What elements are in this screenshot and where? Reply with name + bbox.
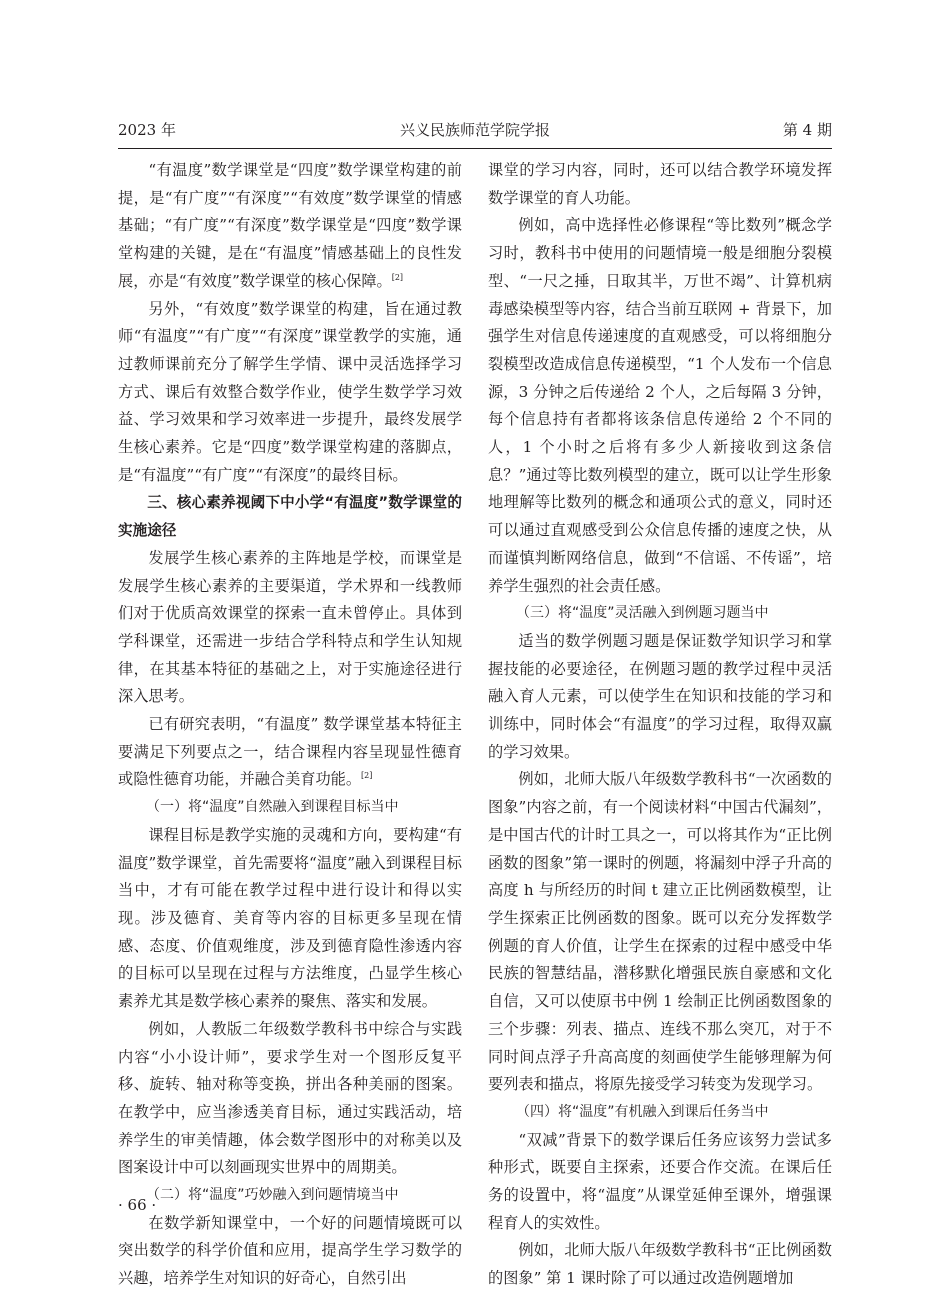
left-column bbox=[118, 157, 462, 1293]
paragraph-continued: 课堂的学习内容，同时，还可以结合教学环境发挥数学课堂的育人功能。 bbox=[488, 161, 832, 207]
subsection-heading: （三）将“温度”灵活融入到例题习题当中 bbox=[516, 605, 769, 622]
section-heading: 三、核心素养视阈下中小学“有温度”数学课堂的实施途径 bbox=[118, 494, 462, 540]
header-rule bbox=[118, 148, 832, 149]
paragraph-text: 已有研究表明，“有温度” 数学课堂基本特征主要满足下列要点之一，结合课程内容呈现显性德育或隐性德育功能，并融合美育功能。 bbox=[118, 715, 462, 789]
citation-ref: [2] bbox=[361, 771, 373, 781]
paragraph: “双减”背景下的数学课后任务应该努力尝试多种形式，既要自主探索，还要合作交流。在课后任务的设置中，将“温度”从课堂延伸至课外，增强课程育人的实效性。 bbox=[488, 1130, 832, 1232]
paragraph bbox=[118, 711, 462, 794]
paragraph: 例如，人教版二年级数学教科书中综合与实践内容“小小设计师”，要求学生对一个图形反复平移、旋转、轴对称等变换，拼出各种美丽的图案。在教学中，应当渗透美育目标，通过实践活动，培养学生的审美情趣，体会数学图形中的对称美以及图案设计中可以刻画现实世界中的周期美。 bbox=[118, 1019, 462, 1177]
paragraph: 例如，北师大版八年级数学教科书“一次函数的图象”内容之前，有一个阅读材料“中国古代漏刻”，是中国古代的计时工具之一，可以将其作为“正比例函数的图象”第一课时的例题，将漏刻中浮子升高的高度 h 与所经历的时间 t 建立正比例函数模型，让学生探索正比例函数的图象。既可以充分发挥数学例题的育人价值，让学生在探索的过程中感受中华民族的智慧结晶，潜移默化增强民族自豪感和文化自信，又可以使原书中例 1 绘制正比例函数图象的三个步骤：列表、描点、连线不那么突兀，对于不同时间点浮子升高高度的刻画使学生能够理解为何要列表和描点，将原先接受学习转变为发现学习。 bbox=[488, 770, 832, 1094]
paragraph: 例如，高中选择性必修课程“等比数列”概念学习时，教科书中使用的问题情境一般是细胞分裂模型、“一尺之捶，日取其半，万世不竭”、计算机病毒感染模型等内容，结合当前互联网 + 背景下，加强学生对信息传递速度的直观感受，可以将细胞分裂模型改造成信息传递模型，“1 个人发布一个信息源，3 分钟之后传递给 2 个人，之后每隔 3 分钟，每个信息持有者都将该条信息传递给 2 个不同的人，1 个小时之后将有多少人新接收到这条信息？”通过等比数列模型的建立，既可以让学生形象地理解等比数列的概念和通项公式的意义，同时还可以通过直观感受到公众信息传播的速度之快，从而谨慎判断网络信息，做到“不信谣、不传谣”，培养学生强烈的社会责任感。 bbox=[488, 216, 832, 595]
paragraph bbox=[118, 157, 462, 296]
right-column bbox=[488, 157, 832, 1293]
header-year: 2023 年 bbox=[118, 121, 176, 139]
header-issue: 第 4 期 bbox=[782, 121, 832, 139]
paragraph-text: “有温度”数学课堂是“四度”数学课堂构建的前提，是“有广度”“有深度”“有效度”数学课堂的情感基础；“有广度”“有深度”数学课堂是“四度”数学课堂构建的关键，是在“有温度”情感基础上的良性发展，亦是“有效度”数学课堂的核心保障。 bbox=[118, 161, 462, 290]
header-journal-title: 兴义民族师范学院学报 bbox=[399, 121, 550, 139]
page-number: · 66 · bbox=[118, 1196, 157, 1214]
paragraph: 在数学新知课堂中，一个好的问题情境既可以突出数学的科学价值和应用，提高学生学习数学的兴趣，培养学生对知识的好奇心，自然引出 bbox=[118, 1213, 462, 1288]
paragraph: 发展学生核心素养的主阵地是学校，而课堂是发展学生核心素养的主要渠道，学术界和一线教师们对于优质高效课堂的探索一直未曾停止。具体到学科课堂，还需进一步结合学科特点和学生认知规律，在其基本特征的基础之上，对于实施途径进行深入思考。 bbox=[118, 548, 462, 706]
subsection-heading: （二）将“温度”巧妙融入到问题情境当中 bbox=[146, 1187, 399, 1204]
paragraph: 课程目标是教学实施的灵魂和方向，要构建“有温度”数学课堂，首先需要将“温度”融入到课程目标当中，才有可能在教学过程中进行设计和得以实现。涉及德育、美育等内容的目标更多呈现在情感、态度、价值观维度，涉及到德育隐性渗透内容的目标可以呈现在过程与方法维度，凸显学生核心素养尤其是数学核心素养的聚焦、落实和发展。 bbox=[118, 825, 462, 1011]
citation-ref: [2] bbox=[391, 272, 404, 282]
paragraph: 例如，北师大版八年级数学教科书“正比例函数的图象” 第 1 课时除了可以通过改造例题增加 bbox=[488, 1241, 832, 1288]
running-header bbox=[118, 116, 832, 150]
paragraph: 适当的数学例题习题是保证数学知识学习和掌握技能的必要途径，在例题习题的教学过程中灵活融入育人元素，可以使学生在知识和技能的学习和训练中，同时体会“有温度”的学习过程，取得双赢的学习效果。 bbox=[488, 631, 832, 761]
paragraph: 另外，“有效度”数学课堂的构建，旨在通过教师“有温度”“有广度”“有深度”课堂教学的实施，通过教师课前充分了解学生学情、课中灵活选择学习方式、课后有效整合数学作业，使学生数学学习效益、学习效果和学习效率进一步提升，最终发展学生核心素养。它是“四度”数学课堂构建的落脚点，是“有温度”“有广度”“有深度”的最终目标。 bbox=[118, 299, 462, 484]
subsection-heading: （一）将“温度”自然融入到课程目标当中 bbox=[146, 799, 399, 816]
subsection-heading: （四）将“温度”有机融入到课后任务当中 bbox=[516, 1103, 769, 1120]
